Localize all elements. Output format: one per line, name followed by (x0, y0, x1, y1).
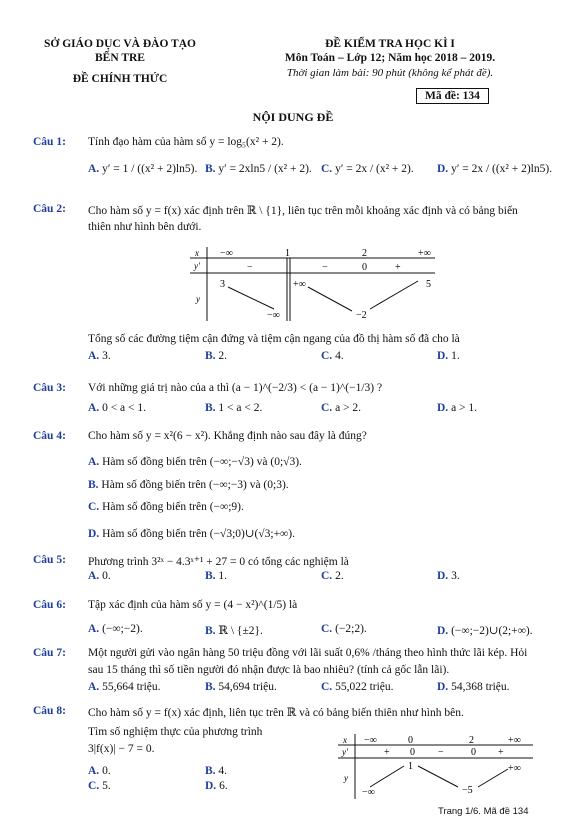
q8-sign: 0 (471, 747, 476, 758)
header-province: BẾN TRE (95, 52, 145, 64)
q5-option-c[interactable]: C. 2. (321, 570, 344, 582)
section-title: NỘI DUNG ĐỀ (252, 110, 334, 124)
q6-option-d[interactable]: D. (−∞;−2)∪(2;+∞). (437, 625, 533, 637)
q8-text-line2: Tìm số nghiệm thực của phương trình (88, 726, 263, 738)
q7-option-c[interactable]: C. 55,022 triệu. (321, 681, 394, 693)
q5-option-d[interactable]: D. 3. (437, 570, 460, 582)
q2-sign: − (322, 262, 328, 273)
page-footer: Trang 1/6. Mã đề 134 (438, 806, 529, 817)
q6-option-b[interactable]: B. ℝ \ {±2}. (205, 625, 263, 637)
q2-x-value: −∞ (220, 248, 233, 259)
q8-variation-table (338, 733, 538, 801)
q2-sign: − (247, 262, 253, 273)
header-exam-title: ĐỀ KIỂM TRA HỌC KÌ I (325, 38, 455, 50)
q1-option-d[interactable]: D. y′ = 2x / ((x² + 2)ln5). (437, 163, 553, 175)
q8-y-value: 1 (408, 761, 413, 772)
q1-text: Tính đạo hàm của hàm số y = log₅(x² + 2). (88, 136, 284, 148)
q8-x-value: 0 (408, 735, 413, 746)
q3-number: Câu 3: (33, 382, 66, 394)
q8-yprime-label: y′ (342, 747, 348, 757)
q8-sign: − (438, 747, 444, 758)
q2-option-b[interactable]: B. 2. (205, 350, 228, 362)
q4-option-b[interactable]: B. Hàm số đồng biến trên (−∞;−3) và (0;3). (88, 479, 289, 491)
q5-number: Câu 5: (33, 554, 66, 566)
q7-option-d[interactable]: D. 54,368 triệu. (437, 681, 510, 693)
q8-sign: + (384, 747, 390, 758)
header-school: SỞ GIÁO DỤC VÀ ĐÀO TẠO (44, 38, 196, 50)
q8-sign: + (498, 747, 504, 758)
q2-y-label: y (196, 294, 200, 304)
q2-x-value: 1 (285, 248, 290, 259)
q1-number: Câu 1: (33, 136, 66, 148)
q1-option-a[interactable]: A. y′ = 1 / ((x² + 2)ln5). (88, 163, 198, 175)
q8-x-value: +∞ (508, 735, 521, 746)
q2-x-value: +∞ (418, 248, 431, 259)
q2-y-value: −2 (356, 310, 367, 321)
q1-option-c[interactable]: C. y′ = 2x / (x² + 2). (321, 163, 414, 175)
q2-text-line2: thiên như hình bên dưới. (88, 221, 202, 233)
q8-text-line1: Cho hàm số y = f(x) xác định, liên tục trên ℝ và có bảng biến thiên như hình bên. (88, 707, 464, 719)
q4-option-a[interactable]: A. Hàm số đồng biến trên (−∞;−√3) và (0;√3). (88, 456, 302, 468)
q5-option-b[interactable]: B. 1. (205, 570, 228, 582)
q6-option-c[interactable]: C. (−2;2). (321, 623, 367, 635)
header-subject: Môn Toán – Lớp 12; Năm học 2018 – 2019. (284, 52, 496, 64)
q7-option-b[interactable]: B. 54,694 triệu. (205, 681, 277, 693)
q8-x-value: 2 (469, 735, 474, 746)
q2-y-value: −∞ (267, 310, 280, 321)
q2-yprime-label: y′ (194, 261, 200, 271)
q2-arrow-down (308, 287, 352, 311)
q2-variation-table (190, 245, 440, 325)
q3-option-a[interactable]: A. 0 < a < 1. (88, 402, 147, 414)
header-official: ĐỀ CHÍNH THỨC (72, 73, 168, 85)
q2-arrow-down (228, 287, 274, 309)
q8-number: Câu 8: (33, 705, 66, 717)
q7-text-line2: sau 15 tháng thì số tiền người đó nhận được là bao nhiêu? (tính cả gốc lẫn lãi). (88, 664, 450, 676)
q7-option-a[interactable]: A. 55,664 triệu. (88, 681, 161, 693)
q8-arrow-up (370, 766, 404, 787)
q5-text: Phương trình 3²ˣ − 4.3ˣ⁺¹ + 27 = 0 có tổng các nghiệm là (88, 556, 349, 568)
q8-y-value: −5 (462, 785, 473, 796)
exam-code: Mã đề: 134 (416, 88, 489, 104)
q8-option-a[interactable]: A. 0. (88, 765, 111, 777)
q2-arrow-up (370, 281, 418, 309)
q8-text-line3: 3|f(x)| − 7 = 0. (88, 743, 155, 755)
q6-text: Tập xác định của hàm số y = (4 − x²)^(1/5) là (88, 599, 298, 611)
q2-text-line3: Tổng số các đường tiệm cận đứng và tiệm cận ngang của đồ thị hàm số đã cho là (88, 333, 460, 345)
q4-number: Câu 4: (33, 430, 66, 442)
q8-option-d[interactable]: D. 6. (205, 780, 228, 792)
q2-sign: + (395, 262, 401, 273)
q7-number: Câu 7: (33, 647, 66, 659)
q2-option-d[interactable]: D. 1. (437, 350, 460, 362)
q3-text: Với những giá trị nào của a thì (a − 1)^(−2/3) < (a − 1)^(−1/3) ? (88, 382, 383, 394)
q6-option-a[interactable]: A. (−∞;−2). (88, 623, 143, 635)
q2-text-line1: Cho hàm số y = f(x) xác định trên ℝ \ {1}, liên tục trên mỗi khoảng xác định và có bảng biến (88, 205, 518, 217)
q8-option-b[interactable]: B. 4. (205, 765, 228, 777)
q2-x-label: x (195, 248, 199, 258)
q8-y-value: +∞ (508, 763, 521, 774)
q8-arrow-up (478, 769, 508, 787)
q3-option-c[interactable]: C. a > 2. (321, 402, 362, 414)
q8-y-label: y (344, 773, 348, 783)
q8-x-value: −∞ (364, 735, 377, 746)
q2-y-value: +∞ (293, 279, 306, 290)
q1-option-b[interactable]: B. y′ = 2xln5 / (x² + 2). (205, 163, 312, 175)
q2-option-a[interactable]: A. 3. (88, 350, 111, 362)
q8-sign: 0 (410, 747, 415, 758)
q2-y-value: 5 (426, 279, 431, 290)
q2-option-c[interactable]: C. 4. (321, 350, 344, 362)
q8-y-value: −∞ (362, 787, 375, 798)
q2-number: Câu 2: (33, 203, 66, 215)
q5-option-a[interactable]: A. 0. (88, 570, 111, 582)
q8-option-c[interactable]: C. 5. (88, 780, 111, 792)
q3-option-b[interactable]: B. 1 < a < 2. (205, 402, 263, 414)
q3-option-d[interactable]: D. a > 1. (437, 402, 478, 414)
q2-y-value: 3 (220, 279, 225, 290)
q4-option-c[interactable]: C. Hàm số đồng biến trên (−∞;9). (88, 501, 244, 513)
q6-number: Câu 6: (33, 599, 66, 611)
q2-x-value: 2 (362, 248, 367, 259)
q2-sign: 0 (362, 262, 367, 273)
header-time: Thời gian làm bài: 90 phút (không kể phát đề). (286, 67, 494, 79)
q4-option-d[interactable]: D. Hàm số đồng biến trên (−√3;0)∪(√3;+∞). (88, 528, 295, 540)
q4-text: Cho hàm số y = x²(6 − x²). Khẳng định nào sau đây là đúng? (88, 430, 367, 442)
q8-arrow-down (418, 766, 458, 787)
q7-text-line1: Một người gửi vào ngân hàng 50 triệu đồng với lãi suất 0,6% /tháng theo hình thức lãi kép. Hỏi (88, 647, 528, 659)
q8-x-label: x (343, 735, 347, 745)
